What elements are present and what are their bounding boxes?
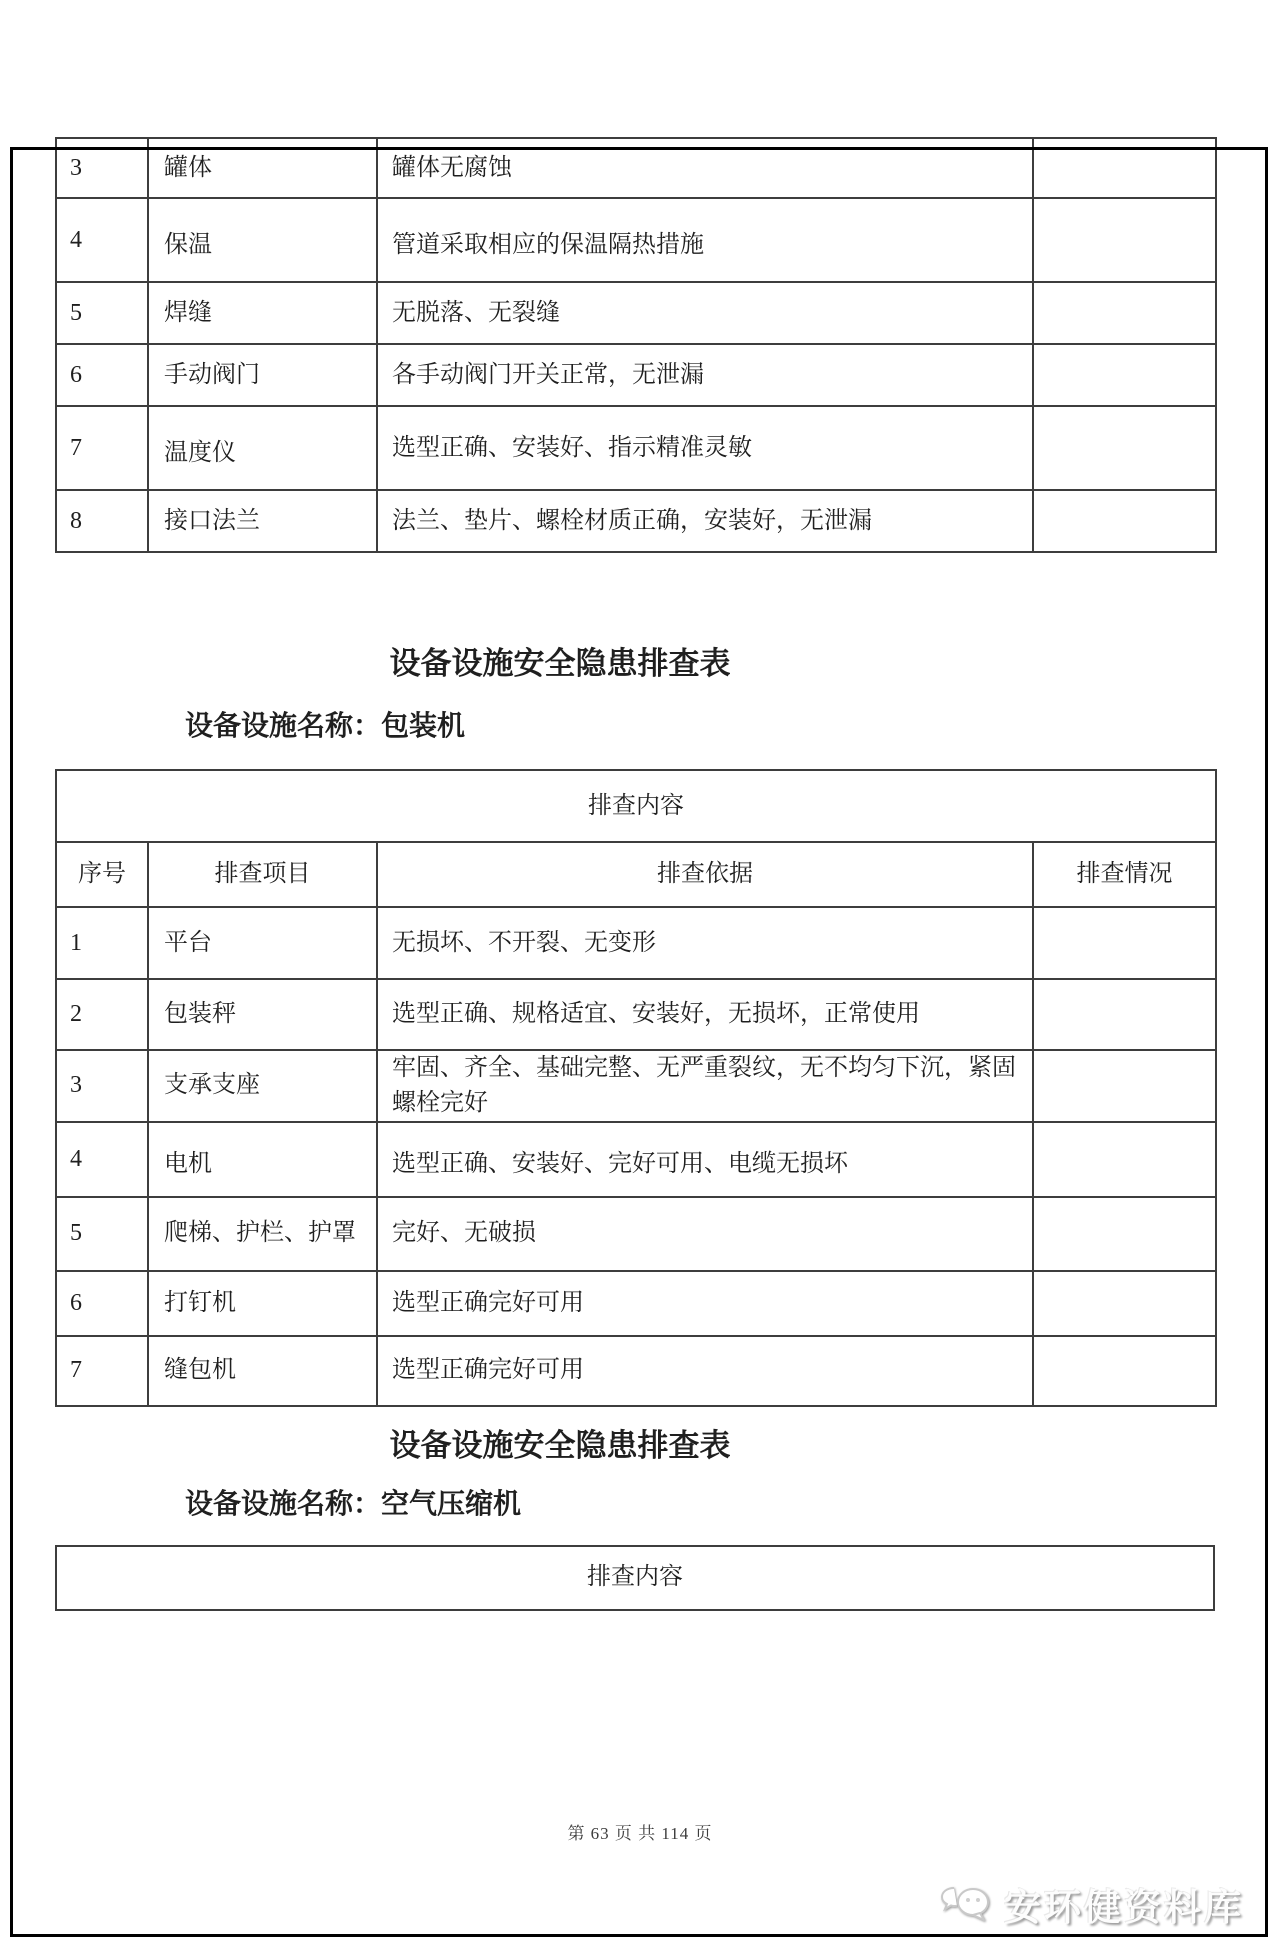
item-cell: 接口法兰 xyxy=(148,490,377,552)
row-number-cell: 7 xyxy=(56,1336,148,1406)
item-cell: 罐体 xyxy=(148,138,377,198)
item-cell: 支承支座 xyxy=(148,1050,377,1122)
table-row xyxy=(56,344,1216,406)
basis-cell: 选型正确、安装好、指示精准灵敏 xyxy=(377,406,1033,490)
status-cell xyxy=(1033,1271,1216,1336)
inspection-table-air-compressor xyxy=(55,1545,1215,1611)
table-row xyxy=(56,490,1216,552)
status-cell xyxy=(1033,979,1216,1050)
basis-cell: 无损坏、不开裂、无变形 xyxy=(377,907,1033,979)
basis-cell: 各手动阀门开关正常，无泄漏 xyxy=(377,344,1033,406)
chat-bubbles-icon xyxy=(940,1882,996,1926)
basis-cell: 选型正确完好可用 xyxy=(377,1336,1033,1406)
document-title: 设备设施安全隐患排查表 xyxy=(389,646,731,681)
item-cell: 焊缝 xyxy=(148,282,377,344)
status-cell xyxy=(1033,344,1216,406)
col-header-basis: 排查依据 xyxy=(377,842,1033,907)
status-cell xyxy=(1033,490,1216,552)
inspection-table-continued xyxy=(55,137,1217,553)
item-cell: 爬梯、护栏、护罩 xyxy=(148,1197,377,1271)
table-row xyxy=(56,1336,1216,1406)
basis-cell: 完好、无破损 xyxy=(377,1197,1033,1271)
table-row xyxy=(56,1050,1216,1122)
table-span-header-row xyxy=(56,1546,1214,1610)
status-cell xyxy=(1033,1197,1216,1271)
status-cell xyxy=(1033,1336,1216,1406)
table-row xyxy=(56,282,1216,344)
table-row xyxy=(56,198,1216,282)
equipment-name-line: 设备设施名称：空气压缩机 xyxy=(185,1488,522,1520)
table-row xyxy=(56,138,1216,198)
basis-cell: 牢固、齐全、基础完整、无严重裂纹，无不均匀下沉，紧固螺栓完好 xyxy=(377,1050,1033,1122)
table-span-header-row xyxy=(56,770,1216,842)
span-header: 排查内容 xyxy=(56,770,1216,842)
col-header-status: 排查情况 xyxy=(1033,842,1216,907)
basis-cell: 选型正确、安装好、完好可用、电缆无损坏 xyxy=(377,1122,1033,1197)
item-cell: 平台 xyxy=(148,907,377,979)
status-cell xyxy=(1033,282,1216,344)
item-cell: 包装秤 xyxy=(148,979,377,1050)
item-cell: 电机 xyxy=(148,1122,377,1197)
brand-name: 安环健资料库 xyxy=(1004,1888,1244,1929)
item-cell: 保温 xyxy=(148,198,377,282)
item-cell: 手动阀门 xyxy=(148,344,377,406)
row-number-cell: 3 xyxy=(56,1050,148,1122)
row-number-cell: 3 xyxy=(56,138,148,198)
item-cell: 温度仪 xyxy=(148,406,377,490)
basis-cell: 管道采取相应的保温隔热措施 xyxy=(377,198,1033,282)
col-header-item: 排查项目 xyxy=(148,842,377,907)
inspection-table-packing-machine xyxy=(55,769,1217,1407)
row-number-cell: 5 xyxy=(56,282,148,344)
row-number-cell: 5 xyxy=(56,1197,148,1271)
table-row xyxy=(56,979,1216,1050)
table-row xyxy=(56,1122,1216,1197)
brand-watermark xyxy=(940,1877,1244,1931)
equipment-name-line: 设备设施名称：包装机 xyxy=(185,711,466,742)
basis-cell: 选型正确、规格适宜、安装好，无损坏，正常使用 xyxy=(377,979,1033,1050)
basis-cell: 无脱落、无裂缝 xyxy=(377,282,1033,344)
table-row xyxy=(56,907,1216,979)
span-header: 排查内容 xyxy=(56,1546,1214,1610)
row-number-cell: 4 xyxy=(56,198,148,282)
row-number-cell: 6 xyxy=(56,1271,148,1336)
status-cell xyxy=(1033,406,1216,490)
status-cell xyxy=(1033,907,1216,979)
status-cell xyxy=(1033,198,1216,282)
row-number-cell: 8 xyxy=(56,490,148,552)
page-number: 第 63 页 共 114 页 xyxy=(567,1824,713,1843)
item-cell: 打钉机 xyxy=(148,1271,377,1336)
document-page xyxy=(0,137,1280,1947)
table-row xyxy=(56,406,1216,490)
basis-cell: 法兰、垫片、螺栓材质正确，安装好，无泄漏 xyxy=(377,490,1033,552)
status-cell xyxy=(1033,138,1216,198)
status-cell xyxy=(1033,1122,1216,1197)
col-header-no: 序号 xyxy=(56,842,148,907)
table-row xyxy=(56,1271,1216,1336)
row-number-cell: 2 xyxy=(56,979,148,1050)
item-cell: 缝包机 xyxy=(148,1336,377,1406)
row-number-cell: 7 xyxy=(56,406,148,490)
row-number-cell: 6 xyxy=(56,344,148,406)
row-number-cell: 1 xyxy=(56,907,148,979)
document-title: 设备设施安全隐患排查表 xyxy=(389,1427,731,1463)
row-number-cell: 4 xyxy=(56,1122,148,1197)
status-cell xyxy=(1033,1050,1216,1122)
basis-cell: 选型正确完好可用 xyxy=(377,1271,1033,1336)
basis-cell: 罐体无腐蚀 xyxy=(377,138,1033,198)
table-row xyxy=(56,1197,1216,1271)
table-header-row xyxy=(56,842,1216,907)
